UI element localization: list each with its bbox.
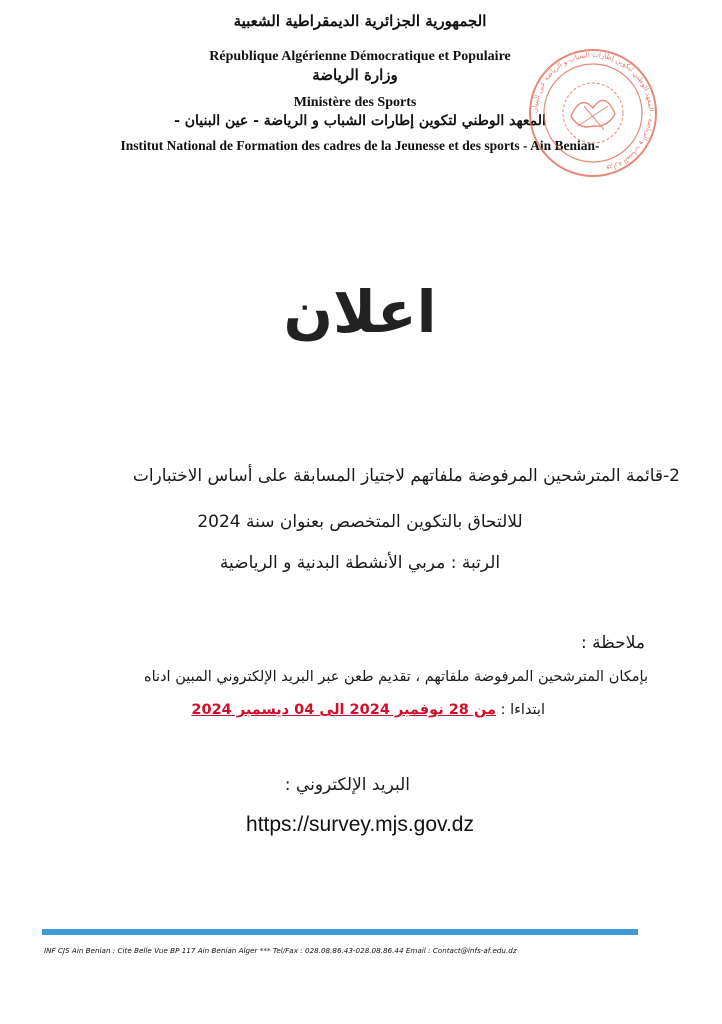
note-text: بإمكان المترشحين المرفوضة ملفاتهم ، تقديم طعن عبر البريد الإلكتروني المبين ادناه (144, 669, 648, 685)
institute-arabic: المعهد الوطني لتكوين إطارات الشباب و الرياضة - عين البنيان - (174, 113, 546, 129)
institute-french: Institut National de Formation des cadres de la Jeunesse et des sports - Ain Benian- (120, 138, 600, 153)
announcement-title: اعلان (283, 278, 437, 346)
svg-text:وزارة الشباب و الرياضة - المعه (531, 51, 655, 173)
ministry-french: Ministère des Sports (293, 95, 417, 110)
appeal-date-range: من 28 نوفمبر 2024 الى 04 ديسمبر 2024 (191, 702, 496, 718)
republic-arabic: الجمهورية الجزائرية الديمقراطية الشعبية (233, 12, 487, 30)
survey-link[interactable]: https://survey.mjs.gov.dz (246, 813, 474, 836)
ministry-arabic: وزارة الرياضة (312, 66, 398, 84)
republic-french: République Algérienne Démocratique et Populaire (209, 49, 511, 64)
grade-line: الرتبة : مربي الأنشطة البدنية و الرياضية (219, 553, 501, 573)
appeal-start-label: ابتداءا : (500, 702, 545, 718)
appeal-period (160, 702, 545, 718)
training-year-line: للالتحاق بالتكوين المتخصص بعنوان سنة 2024 (197, 512, 523, 532)
email-label: البريد الإلكتروني : (284, 775, 410, 795)
official-seal-stamp (526, 46, 660, 180)
footer-divider (42, 929, 638, 935)
note-heading: ملاحظة : (581, 633, 645, 653)
list-title-line: 2-قائمة المترشحين المرفوضة ملفاتهم لاجتياز المسابقة على أساس الاختبارات (132, 466, 680, 486)
footer-contact: INF CJS Ain Benian : Cite Belle Vue BP 117 Ain Benian Alger *** Tel/Fax : 028.08.86.43-028.08.86.44 Email : Contact@infs-af.edu.dz (44, 946, 517, 955)
seal-text: وزارة الشباب و الرياضة - المعهد الوطني لتكوين إطارات الشباب و الرياضة عين البنيان (530, 50, 656, 174)
